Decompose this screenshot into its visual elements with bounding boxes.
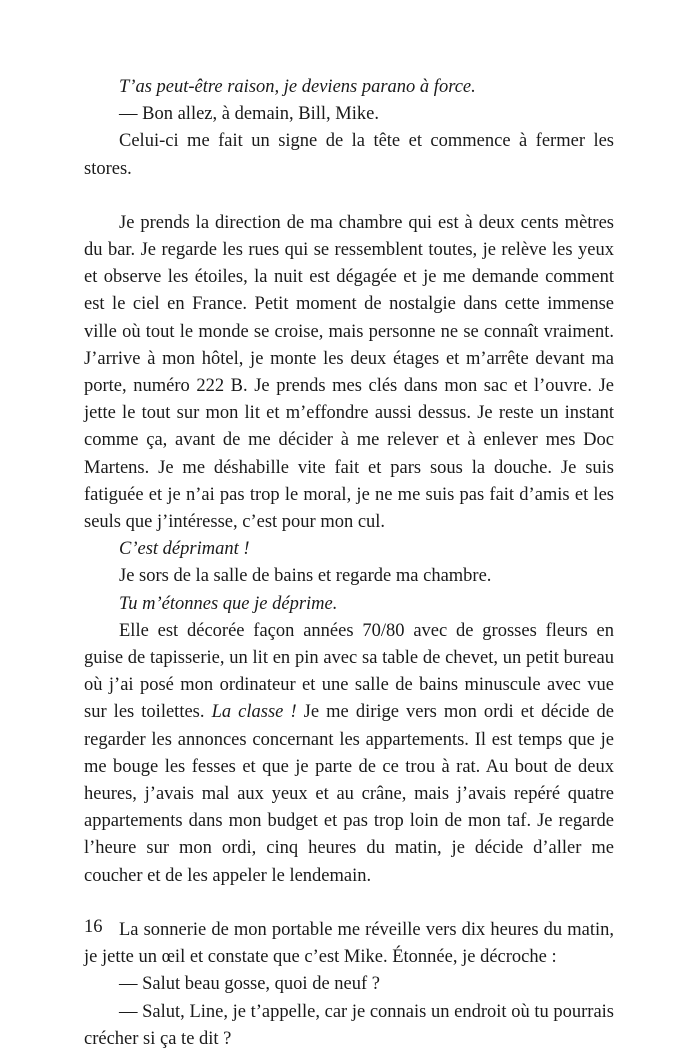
paragraph-7: Tu m’étonnes que je déprime. (119, 593, 338, 614)
paragraph-8 (84, 618, 614, 890)
paragraph-9: La sonnerie de mon portable me réveille vers dix heures du matin, je jette un œil et constate que c’est Mike. Étonnée, je décroche : (84, 919, 614, 968)
section-break (84, 183, 614, 210)
paragraph-11: — Salut, Line, je t’appelle, car je connais un endroit où tu pourrais crécher si ça te dit ? (84, 1001, 614, 1049)
paragraph-5: C’est déprimant ! (119, 539, 250, 560)
section-break (84, 890, 614, 917)
page-number: 16 (84, 917, 103, 937)
paragraph-8-italic: La classe ! (211, 702, 297, 723)
paragraph-1: T’as peut-être raison, je deviens parano à force. (119, 77, 476, 97)
paragraph-2: — Bon allez, à demain, Bill, Mike. (119, 104, 379, 125)
paragraph-8-part-a: Elle est décorée façon années 70/80 avec de grosses fleurs en guise de tapisserie, un lit en pin avec sa table de chevet, un petit bureau où j’ai posé mon ordinateur et une salle de bains minuscule avec vue sur les toilettes. (84, 620, 614, 723)
paragraph-4: Je prends la direction de ma chambre qui est à deux cents mètres du bar. Je regarde les rues qui se ressemblent toutes, je relève les yeux et observe les étoiles, la nuit est dégagée et je me demande comment est le ciel en France. Petit moment de nostalgie dans cette immense ville où tout le monde se croise, mais personne ne se connaît vraiment. J’arrive à mon hôtel, je monte les deux étages et m’arrête devant ma porte, numéro 222 B. Je prends mes clés dans mon sac et l’ouvre. Je jette le tout sur mon lit et m’effondre aussi dessus. Je reste un instant comme ça, avant de me décider à me relever et à enlever mes Doc Martens. Je me déshabille vite fait et pars sous la douche. Je suis fatiguée et je n’ai pas trop le moral, je ne me suis pas fait d’amis et les seuls que j’intéresse, c’est pour mon cul. (84, 212, 614, 533)
paragraph-6: Je sors de la salle de bains et regarde ma chambre. (119, 566, 492, 587)
paragraph-3: Celui-ci me fait un signe de la tête et commence à fermer les stores. (84, 131, 614, 179)
page-body (84, 74, 614, 1053)
paragraph-8-part-c: Je me dirige vers mon ordi et décide de regarder les annonces concernant les appartements. Il est temps que je me bouge les fesses et que je parte de ce trou à rat. Au bout de deux heures, j’avais mal aux yeux et au crâne, mais j’avais repéré quatre appartements dans mon budget et pas trop loin de mon taf. Je regarde l’heure sur mon ordi, cinq heures du matin, je décide d’aller me coucher et de les appeler le lendemain. (84, 702, 614, 886)
paragraph-10: — Salut beau gosse, quoi de neuf ? (119, 974, 380, 995)
